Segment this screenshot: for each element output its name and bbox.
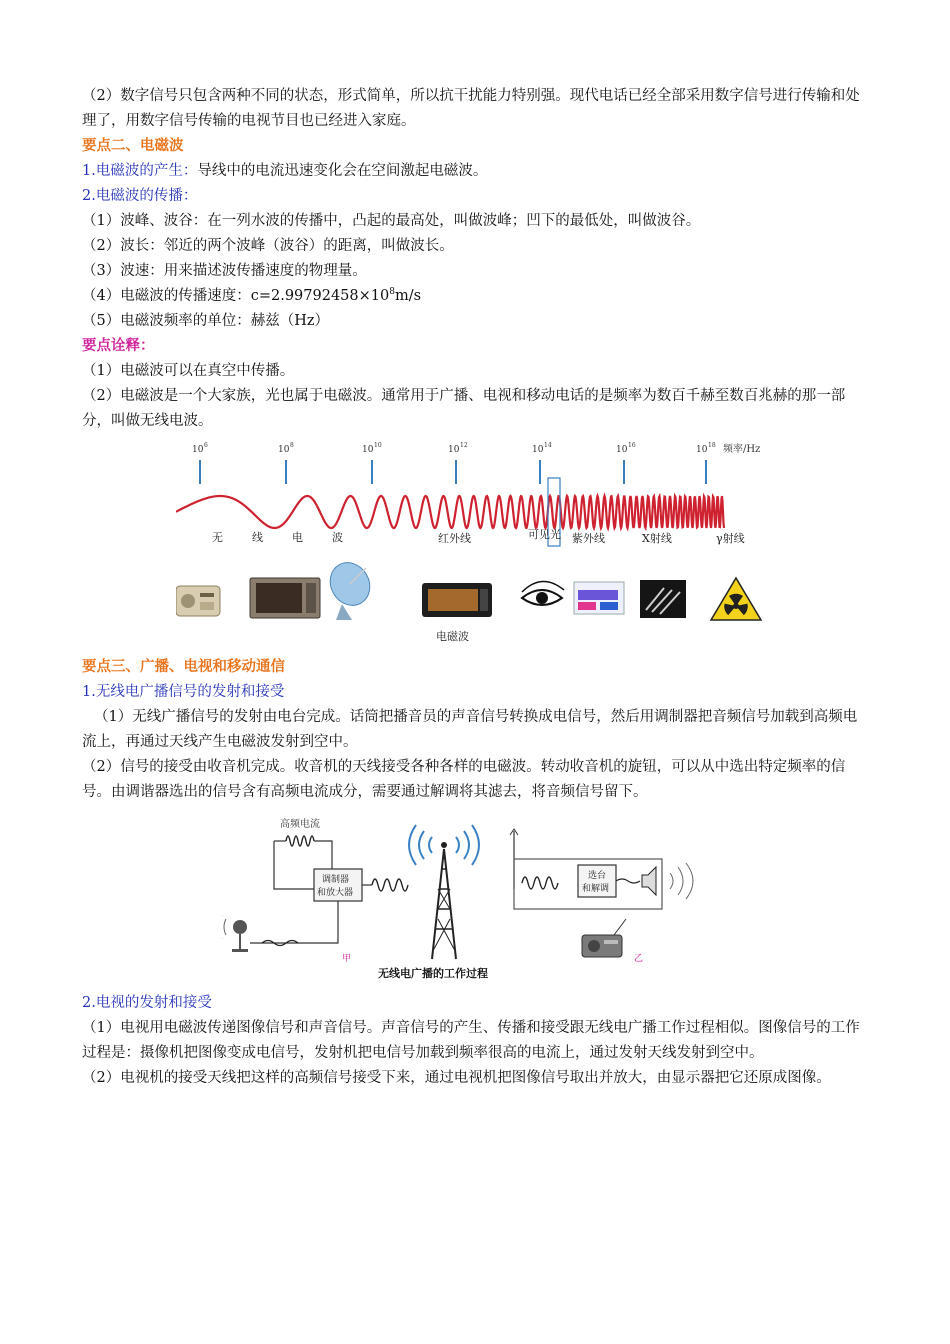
radio-reception-paragraph: （2）信号的接受由收音机完成。收音机的天线接受各种各样的电磁波。转动收音机的旋钮，可以从中选出特定频率的信号。由调谐器选出的信号含有高频电流成分，需要通过解调将其滤去，将音频信号留下。 bbox=[82, 759, 846, 800]
tick-1e18 bbox=[696, 442, 716, 484]
tick-1e12 bbox=[448, 442, 468, 484]
radio-wave-char-2: 线 bbox=[252, 531, 263, 544]
visible-light-label: 可见光 bbox=[528, 528, 561, 541]
tick-1e8 bbox=[278, 442, 294, 484]
gamma-ray-label: γ射线 bbox=[716, 532, 745, 545]
radio-transmission-paragraph: （1）无线广播信号的发射由电台完成。话筒把播音员的声音信号转换成电信号，然后用调制器把音频信号加载到高频电流上，再通过天线产生电磁波发射到空中。 bbox=[82, 709, 858, 750]
radio-broadcast-caption: 无线电广播的工作过程 bbox=[378, 967, 488, 980]
em-wave-speed-prefix: （4）电磁波的传播速度：c=2.99792458×10 bbox=[82, 288, 390, 304]
modulator-label-1: 调制器 bbox=[322, 875, 350, 885]
em-wave-generation-text: 导线中的电流迅速变化会在空间激起电磁波。 bbox=[197, 163, 488, 179]
satellite-dish-icon bbox=[323, 555, 378, 620]
modulator-label-2: 和放大器 bbox=[317, 888, 354, 898]
em-wave-speed-exponent: 8 bbox=[389, 287, 395, 298]
label-yi: 乙 bbox=[634, 954, 644, 964]
tick-label-1e8: 10 bbox=[278, 445, 290, 455]
tick-exp-1e12: 12 bbox=[460, 442, 468, 449]
tick-label-1e10: 10 bbox=[362, 445, 374, 455]
frequency-unit: （5）电磁波频率的单位：赫兹（Hz） bbox=[82, 313, 330, 329]
tv-reception-paragraph: （2）电视机的接受天线把这样的高频信号接受下来，通过电视机把图像信号取出并放大，由显示器把它还原成图像。 bbox=[82, 1070, 831, 1086]
paragraph-digital-signal: （2）数字信号只包含两种不同的状态，形式简单，所以抗干扰能力特别强。现代电话已经全部采用数字信号进行传输和处理了，用数字信号传输的电视节目也已经进入家庭。 bbox=[82, 88, 860, 129]
section-heading-broadcast: 要点三、广播、电视和移动通信 bbox=[82, 659, 285, 675]
tuner-label-2: 和解调 bbox=[582, 884, 610, 894]
tick-label-1e14: 10 bbox=[532, 445, 544, 455]
tv-subheading: 2.电视的发射和接受 bbox=[82, 995, 212, 1011]
frequency-axis-label: 频率/Hz bbox=[723, 444, 761, 455]
tick-exp-1e6: 6 bbox=[204, 442, 208, 449]
wave-speed-definition: （3）波速：用来描述波传播速度的物理量。 bbox=[82, 263, 367, 279]
em-wave-speed-unit: m/s bbox=[394, 288, 422, 304]
wavelength-definition: （2）波长：邻近的两个波峰（波谷）的距离，叫做波长。 bbox=[82, 238, 454, 254]
em-wave-generation-label: 1.电磁波的产生： bbox=[82, 163, 198, 179]
radio-wave-char-3: 电 bbox=[292, 531, 303, 544]
receiver-circuit bbox=[510, 829, 693, 964]
speaker-icon bbox=[642, 867, 656, 895]
em-spectrum-caption: 电磁波 bbox=[436, 630, 469, 643]
tick-label-1e18: 10 bbox=[696, 445, 708, 455]
microwave-oven-icon bbox=[250, 578, 320, 618]
radio-icon bbox=[176, 586, 220, 616]
tick-exp-1e16: 16 bbox=[628, 442, 636, 449]
em-wave-curve bbox=[176, 496, 724, 528]
xray-film-icon bbox=[640, 580, 686, 618]
tick-label-1e16: 10 bbox=[616, 445, 628, 455]
tick-1e16 bbox=[616, 442, 636, 484]
tick-1e6 bbox=[192, 442, 208, 484]
label-jia: 甲 bbox=[342, 954, 352, 964]
document-page bbox=[82, 84, 870, 1091]
em-spectrum-figure bbox=[176, 440, 776, 645]
tick-exp-1e10: 10 bbox=[374, 442, 382, 449]
note-vacuum: （1）电磁波可以在真空中传播。 bbox=[82, 363, 295, 379]
tv-transmission-paragraph: （1）电视用电磁波传递图像信号和声音信号。声音信号的产生、传播和接受跟无线电广播工作过程相似。图像信号的工作过程是：摄像机把图像变成电信号，发射机把电信号加载到频率很高的电流上，通过发射天线发射到空中。 bbox=[82, 1020, 860, 1061]
radio-wave-char-4: 波 bbox=[332, 531, 343, 544]
infrared-label: 红外线 bbox=[438, 532, 471, 545]
wave-peak-trough: （1）波峰、波谷：在一列水波的传播中，凸起的最高处，叫做波峰；凹下的最低处，叫做波谷。 bbox=[82, 213, 701, 229]
tick-1e10 bbox=[362, 442, 382, 484]
radio-wave-char-1: 无 bbox=[212, 531, 223, 544]
ultraviolet-label: 紫外线 bbox=[572, 532, 605, 545]
uv-lamp-icon bbox=[574, 582, 624, 614]
radio-broadcast-figure bbox=[222, 809, 742, 981]
tick-label-1e12: 10 bbox=[448, 445, 460, 455]
microphone-icon bbox=[222, 915, 248, 952]
xray-label: X射线 bbox=[642, 532, 672, 545]
eye-icon bbox=[522, 581, 564, 605]
tick-exp-1e8: 8 bbox=[290, 442, 294, 449]
section-heading-em-wave: 要点二、电磁波 bbox=[82, 138, 184, 154]
note-em-family: （2）电磁波是一个大家族，光也属于电磁波。通常用于广播、电视和移动电话的是频率为数百千赫至数百兆赫的那一部分，叫做无线电波。 bbox=[82, 388, 846, 429]
band-labels bbox=[212, 527, 745, 545]
key-notes-heading: 要点诠释： bbox=[82, 338, 155, 354]
em-wave-speed bbox=[82, 284, 870, 309]
radio-receiver-icon bbox=[582, 919, 626, 957]
tick-label-1e6: 10 bbox=[192, 445, 204, 455]
tick-exp-1e14: 14 bbox=[544, 442, 552, 449]
frequency-ticks bbox=[192, 442, 760, 484]
hf-current-label: 高频电流 bbox=[280, 819, 320, 830]
toaster-oven-icon bbox=[422, 583, 492, 617]
transmission-tower-icon bbox=[409, 825, 479, 959]
radio-broadcast-subheading: 1.无线电广播信号的发射和接受 bbox=[82, 684, 285, 700]
em-wave-propagation-label: 2.电磁波的传播： bbox=[82, 188, 198, 204]
tuner-label-1: 选台 bbox=[588, 871, 607, 881]
radiation-warning-icon bbox=[711, 578, 761, 620]
tick-exp-1e18: 18 bbox=[708, 442, 716, 449]
em-wave-generation bbox=[82, 159, 870, 184]
transmitter-circuit bbox=[222, 817, 408, 964]
